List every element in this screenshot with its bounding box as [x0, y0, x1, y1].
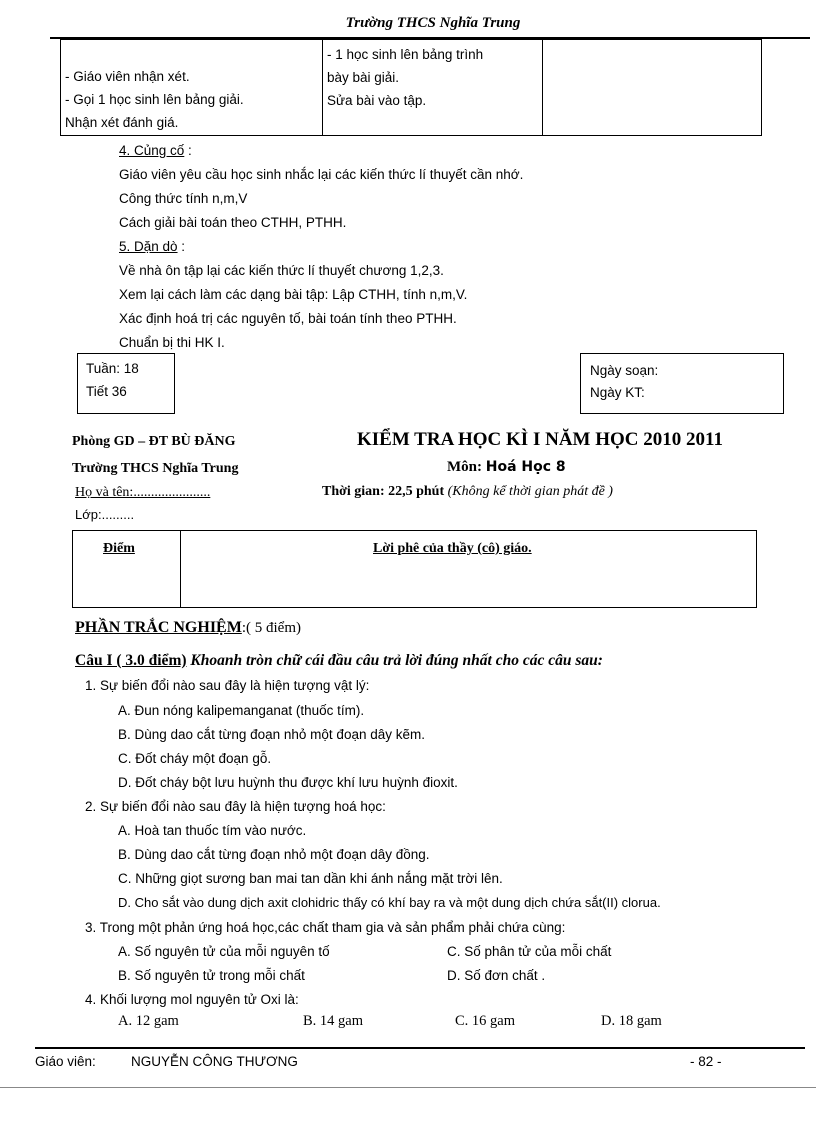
section-points: :( 5 điểm)	[241, 620, 301, 636]
question-group-label: Câu I ( 3.0 điểm)	[75, 652, 187, 669]
cung-co-line: Giáo viên yêu cầu học sinh nhắc lại các kiến thức lí thuyết cần nhớ.	[119, 167, 524, 182]
time-label: Thời gian: 22,5 phút	[322, 484, 448, 499]
answer-option: C. Đốt cháy một đoạn gỗ.	[118, 751, 272, 766]
answer-option: B. 14 gam	[303, 1013, 364, 1029]
answer-option: B. Dùng dao cắt từng đoạn nhỏ một đoạn dây đồng.	[118, 847, 430, 862]
exam-time	[322, 484, 613, 500]
student-name-field: Họ và tên:......................	[75, 485, 211, 500]
section-heading	[75, 619, 301, 637]
footer-teacher-name: NGUYỄN CÔNG THƯƠNG	[131, 1054, 298, 1069]
question-text: 1. Sự biến đổi nào sau đây là hiện tượng vật lý:	[85, 678, 370, 693]
answer-option: A. Đun nóng kalipemanganat (thuốc tím).	[118, 703, 365, 718]
cung-co-title: 4. Củng cố	[119, 143, 185, 158]
dan-do-colon: :	[177, 239, 186, 254]
prep-date-label: Ngày soạn:	[590, 363, 659, 378]
answer-option: D. Số đơn chất .	[447, 968, 546, 983]
answer-option: D. Cho sắt vào dung dịch axit clohidric thấy có khí bay ra và một dung dịch chứa sắt(II) clorua.	[118, 895, 661, 910]
dan-do-line: Về nhà ôn tập lại các kiến thức lí thuyết chương 1,2,3.	[119, 263, 444, 278]
question-group-instruction: Khoanh tròn chữ cái đầu câu trả lời đúng nhất cho các câu sau:	[186, 652, 603, 669]
top-table-col2	[327, 43, 541, 112]
top-table	[60, 39, 762, 136]
answer-option: C. Những giọt sương ban mai tan dần khi ánh nắng mặt trời lên.	[118, 871, 503, 886]
question-group-heading	[75, 652, 603, 670]
dan-do-line: Chuẩn bị thi HK I.	[119, 335, 225, 350]
page-bottom-rule	[0, 1087, 816, 1088]
footer-rule	[35, 1047, 805, 1049]
answer-option: A. Số nguyên tử của mỗi nguyên tố	[118, 944, 330, 959]
exam-school: Trường THCS Nghĩa Trung	[72, 461, 239, 476]
cung-co-heading	[119, 143, 192, 158]
dan-do-line: Xem lại cách làm các dạng bài tập: Lập CTHH, tính n,m,V.	[119, 287, 468, 302]
cung-co-line: Cách giải bài toán theo CTHH, PTHH.	[119, 215, 347, 230]
answer-option: A. Hoà tan thuốc tím vào nước.	[118, 823, 307, 838]
answer-option: B. Dùng dao cắt từng đoạn nhỏ một đoạn dây kẽm.	[118, 727, 425, 742]
table-cell: - Giáo viên nhận xét.	[65, 69, 190, 84]
answer-option: D. Đốt cháy bột lưu huỳnh thu được khí lưu huỳnh đioxit.	[118, 775, 458, 790]
top-table-col1	[65, 65, 320, 134]
time-note: (Không kể thời gian phát đề )	[447, 484, 613, 499]
class-field: Lớp:.........	[75, 507, 135, 522]
exam-subject	[447, 459, 566, 476]
answer-option: C. Số phân tử của mỗi chất	[447, 944, 612, 959]
score-box	[72, 530, 757, 608]
question-text: 2. Sự biến đổi nào sau đây là hiện tượng hoá học:	[85, 799, 386, 814]
cung-co-line: Công thức tính n,m,V	[119, 191, 248, 206]
section-title: PHẦN TRẮC NGHIỆM	[75, 619, 242, 636]
score-label: Điểm	[103, 541, 135, 556]
week-label: Tuần: 18	[86, 361, 139, 376]
date-box	[580, 353, 784, 414]
table-cell: - 1 học sinh lên bảng trình	[327, 47, 484, 62]
dan-do-heading	[119, 239, 185, 254]
teacher-comment-label: Lời phê của thầy (cô) giáo.	[373, 541, 532, 556]
page-number: - 82 -	[690, 1054, 722, 1069]
answer-option: A. 12 gam	[118, 1013, 179, 1029]
exam-date-label: Ngày KT:	[590, 385, 645, 400]
answer-option: D. 18 gam	[601, 1013, 662, 1029]
table-cell: Sửa bài vào tập.	[327, 93, 427, 108]
table-cell: Nhận xét đánh giá.	[65, 115, 179, 130]
cung-co-colon: :	[184, 143, 192, 158]
exam-title: KIỂM TRA HỌC KÌ I NĂM HỌC 2010 2011	[357, 429, 723, 450]
lesson-label: Tiết 36	[86, 384, 127, 399]
dan-do-title: 5. Dặn dò	[119, 239, 178, 254]
question-text: 3. Trong một phản ứng hoá học,các chất tham gia và sản phẩm phải chứa cùng:	[85, 920, 566, 935]
table-cell: - Gọi 1 học sinh lên bảng giải.	[65, 92, 244, 107]
question-text: 4. Khối lượng mol nguyên tử Oxi là:	[85, 992, 299, 1007]
answer-option: B. Số nguyên tử trong mỗi chất	[118, 968, 305, 983]
subject-label: Môn:	[447, 459, 486, 475]
page-header-school: Trường THCS Nghĩa Trung	[345, 15, 521, 31]
answer-option: C. 16 gam	[455, 1013, 516, 1029]
subject-name: Hoá Học 8	[485, 459, 566, 475]
table-cell: bày bài giải.	[327, 70, 400, 85]
footer-teacher-label: Giáo viên:	[35, 1054, 96, 1069]
week-box	[77, 353, 175, 414]
exam-dept: Phòng GD – ĐT BÙ ĐĂNG	[72, 434, 236, 449]
dan-do-line: Xác định hoá trị các nguyên tố, bài toán tính theo PTHH.	[119, 311, 457, 326]
